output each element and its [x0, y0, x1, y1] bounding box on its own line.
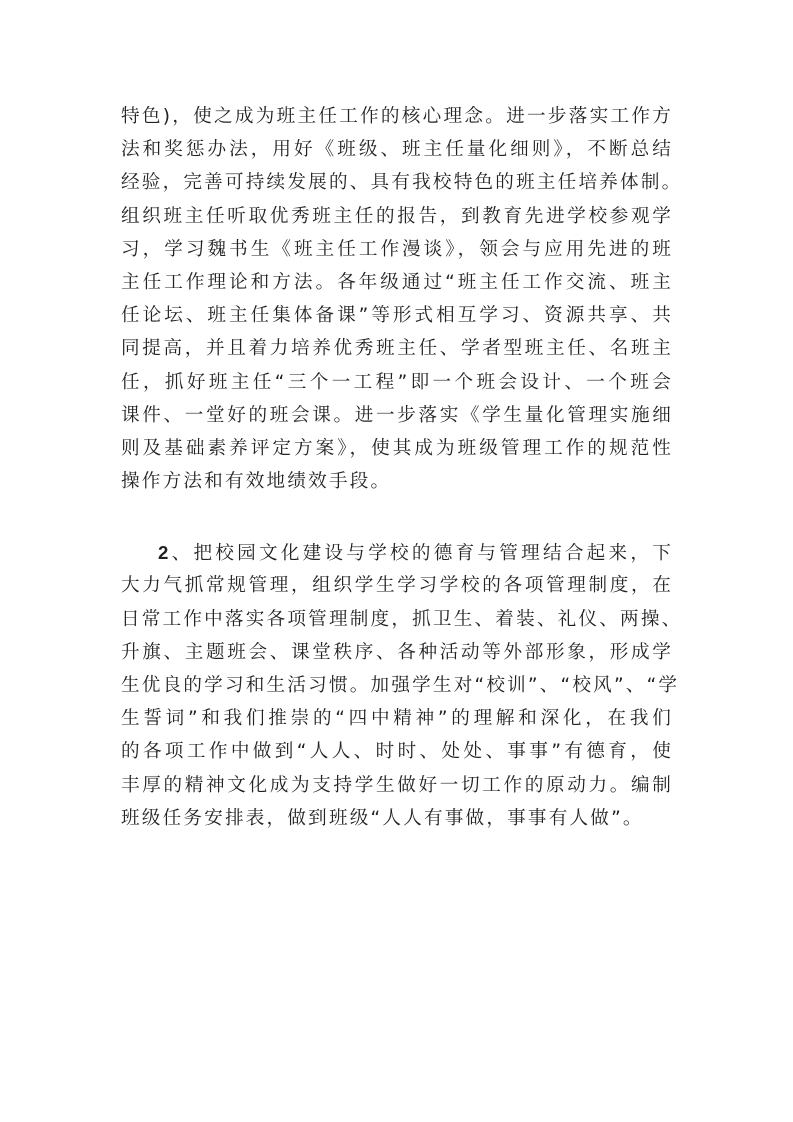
text-line: 同提高，并且着力培养优秀班主任、学者型班主任、名班主 [121, 338, 673, 360]
text-line: 习，学习魏书生《班主任工作漫谈》，领会与应用先进的班 [121, 238, 673, 260]
text-line-first [121, 536, 673, 569]
text-line: 生优良的学习和生活习惯。加强学生对“校训”、“校风”、“学 [121, 675, 680, 696]
text-line: 任，抓好班主任“三个一工程”即一个班会设计、一个班会 [121, 371, 673, 393]
text-line: 主任工作理论和方法。各年级通过“班主任工作交流、班主 [121, 271, 673, 293]
text-line: 组织班主任听取优秀班主任的报告，到教育先进学校参观学 [121, 205, 673, 227]
text-line: 生誓词”和我们推崇的“四中精神”的理解和深化，在我们 [121, 708, 673, 730]
text-line: 特色)，使之成为班主任工作的核心理念。进一步落实工作方 [121, 106, 673, 127]
text-line: 升旗、主题班会、课堂秩序、各种活动等外部形象，形成学 [121, 641, 673, 663]
text-line: 课件、一堂好的班会课。进一步落实《学生量化管理实施细 [121, 404, 673, 426]
text-line: 操作方法和有效地绩效手段。 [121, 471, 392, 493]
text-line: 法和奖惩办法，用好《班级、班主任量化细则》，不断总结 [121, 139, 673, 161]
text-line-first-rest: 、把校园文化建设与学校的德育与管理结合起来，下 [170, 543, 673, 565]
text-line: 任论坛、班主任集体备课”等形式相互学习、资源共享、共 [121, 305, 673, 327]
text-line: 丰厚的精神文化成为支持学生做好一切工作的原动力。编制 [121, 774, 673, 796]
text-line: 日常工作中落实各项管理制度，抓卫生、着装、礼仪、两操、 [121, 608, 683, 630]
text-line: 的各项工作中做到“人人、时时、处处、事事”有德育，使 [121, 741, 673, 763]
text-line: 则及基础素养评定方案》，使其成为班级管理工作的规范性 [121, 437, 673, 459]
list-number: 2 [158, 542, 171, 564]
text-line: 班级任务安排表，做到班级“人人有事做，事事有人做”。 [121, 807, 644, 829]
document-page [121, 100, 683, 835]
paragraph-spacer [121, 498, 673, 536]
paragraph-1 [121, 100, 683, 498]
text-line: 经验，完善可持续发展的、具有我校特色的班主任培养体制。 [121, 172, 683, 194]
paragraph-2 [121, 536, 683, 835]
text-line: 大力气抓常规管理，组织学生学习学校的各项管理制度，在 [121, 575, 673, 597]
